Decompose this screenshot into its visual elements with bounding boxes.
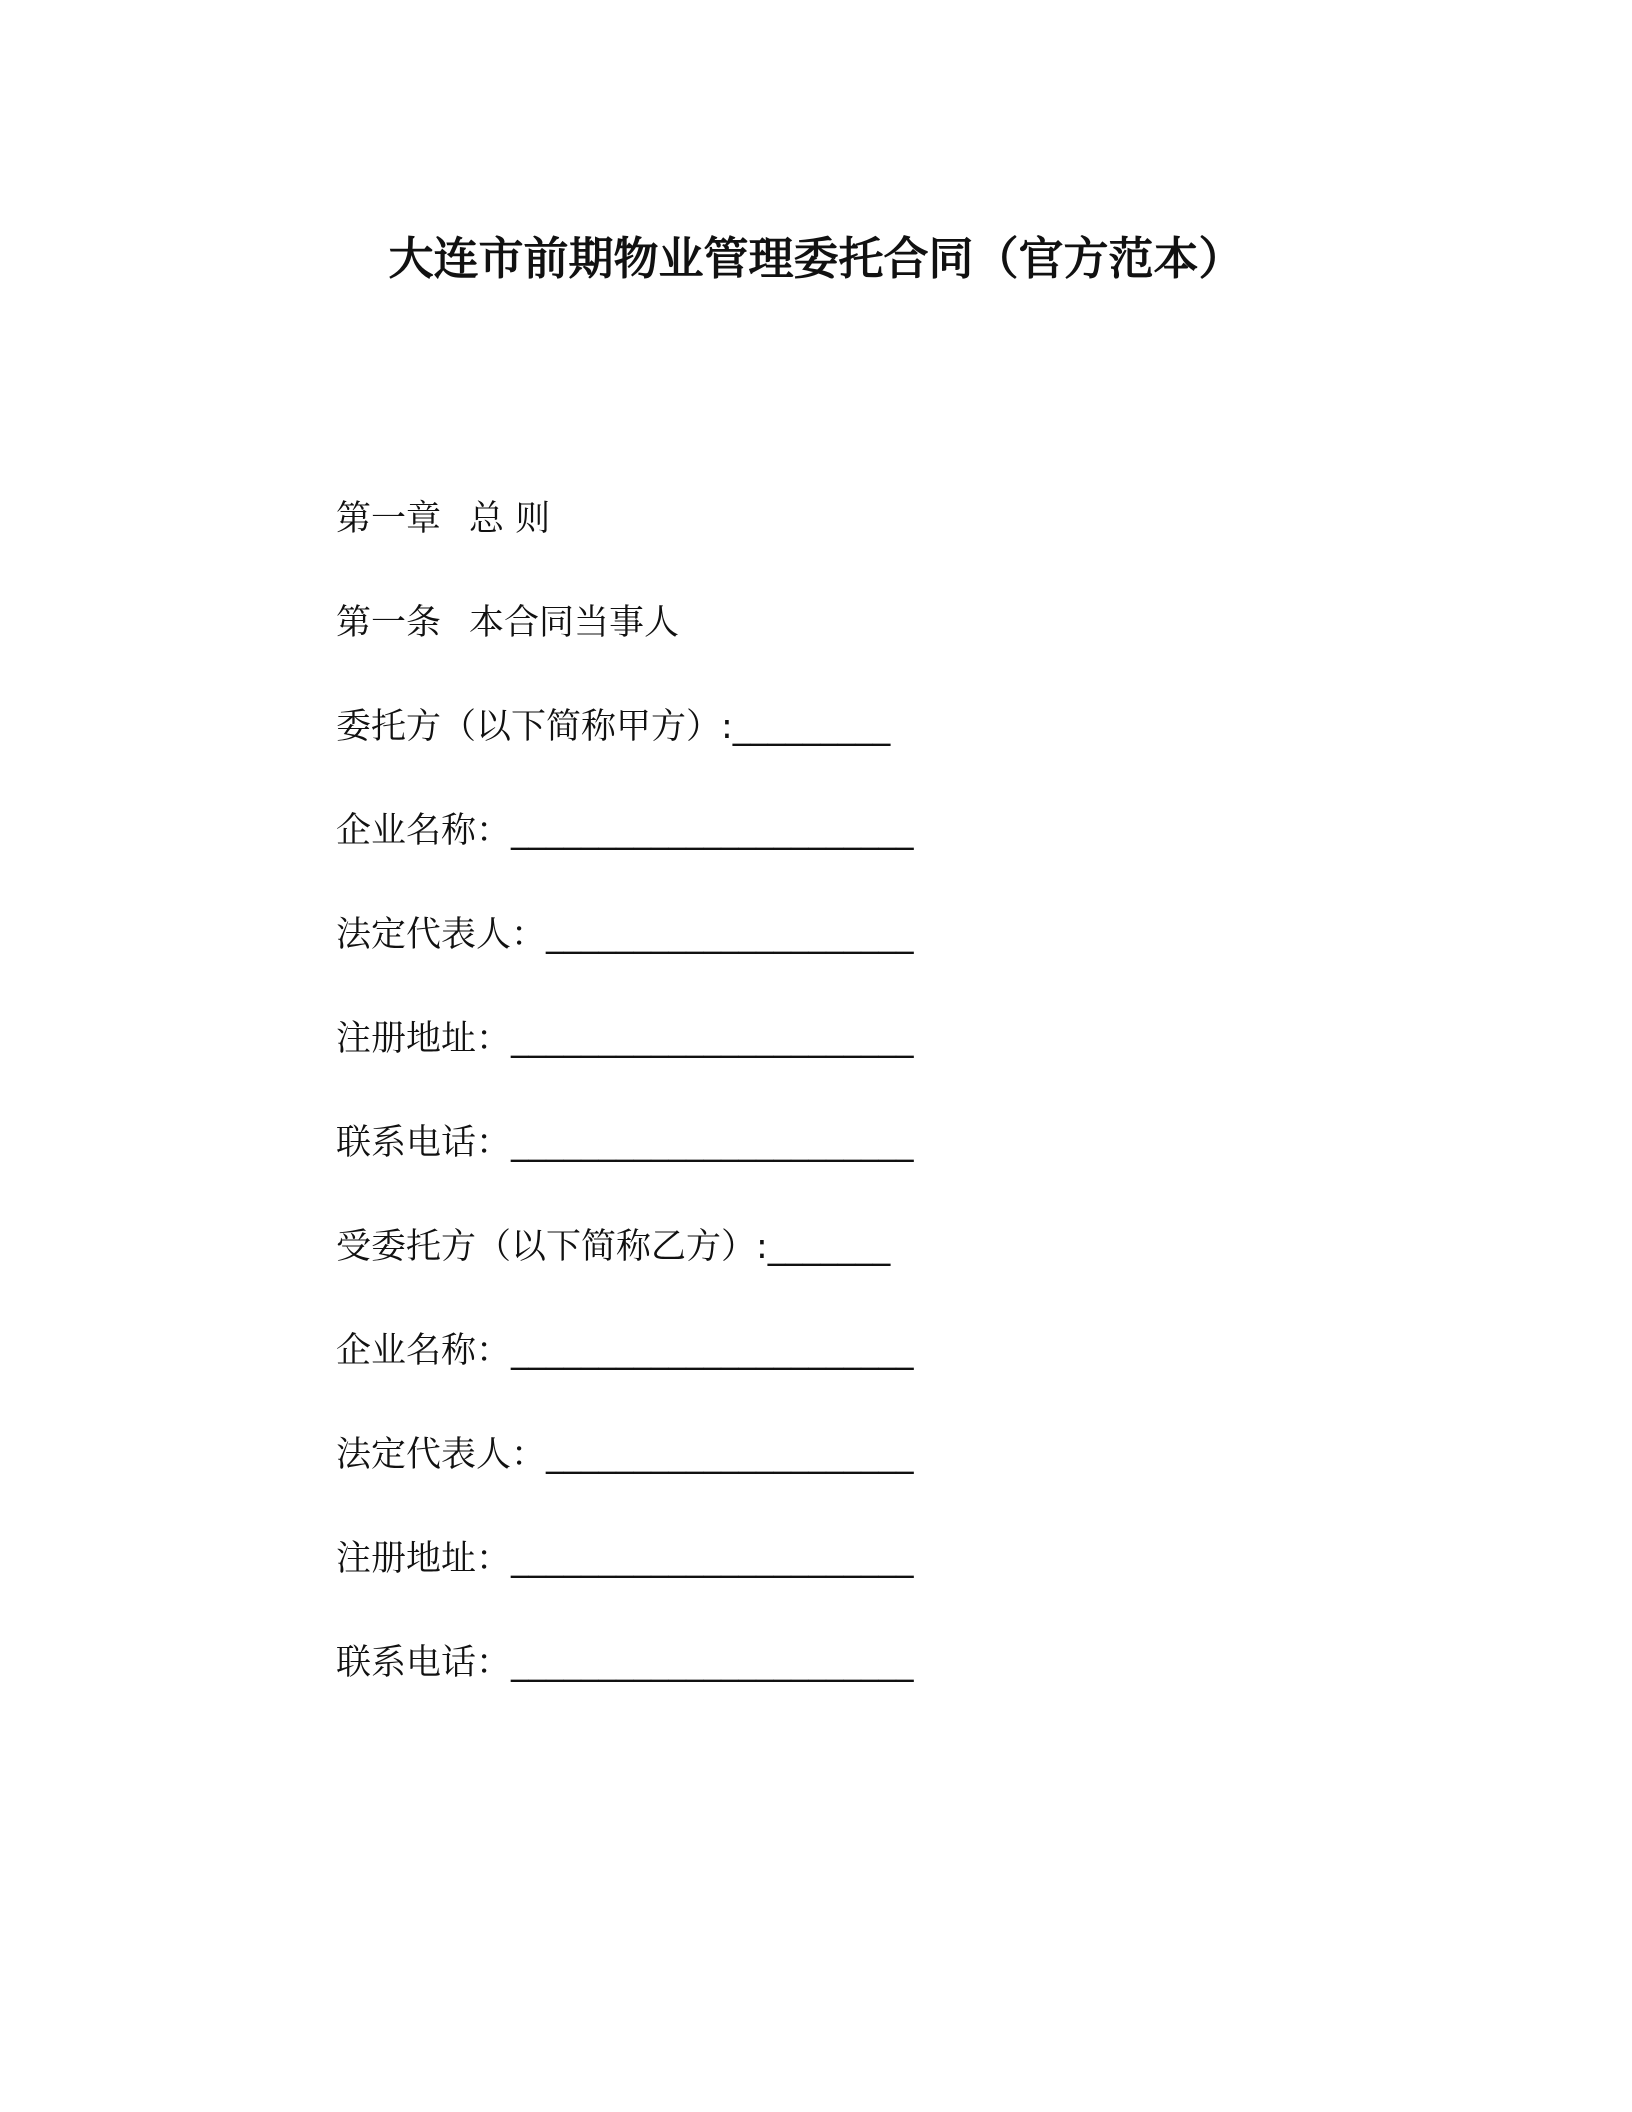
- party-a-label: 委托方（以下简称甲方）:_________: [336, 707, 891, 747]
- article-number: 第一条: [336, 603, 442, 643]
- party-a-legal-representative-field: 法定代表人：_____________________: [336, 915, 914, 955]
- chapter-number: 第一章: [336, 499, 442, 539]
- document-title: 大连市前期物业管理委托合同（官方范本）: [388, 232, 1244, 285]
- party-a-phone-field: 联系电话：_______________________: [336, 1123, 914, 1163]
- chapter-name: 总 则: [469, 499, 551, 539]
- article-heading: [336, 601, 679, 645]
- party-b-registered-address-field: 注册地址：_______________________: [336, 1539, 914, 1579]
- article-name: 本合同当事人: [469, 603, 680, 643]
- party-a-registered-address-field: 注册地址：_______________________: [336, 1019, 914, 1059]
- chapter-heading: [336, 497, 550, 541]
- party-a-company-name-field: 企业名称：_______________________: [336, 811, 914, 851]
- party-b-company-name-field: 企业名称：_______________________: [336, 1331, 914, 1371]
- party-b-legal-representative-field: 法定代表人：_____________________: [336, 1435, 914, 1475]
- party-b-phone-field: 联系电话：_______________________: [336, 1643, 914, 1683]
- party-b-label: 受委托方（以下简称乙方）:_______: [336, 1227, 891, 1267]
